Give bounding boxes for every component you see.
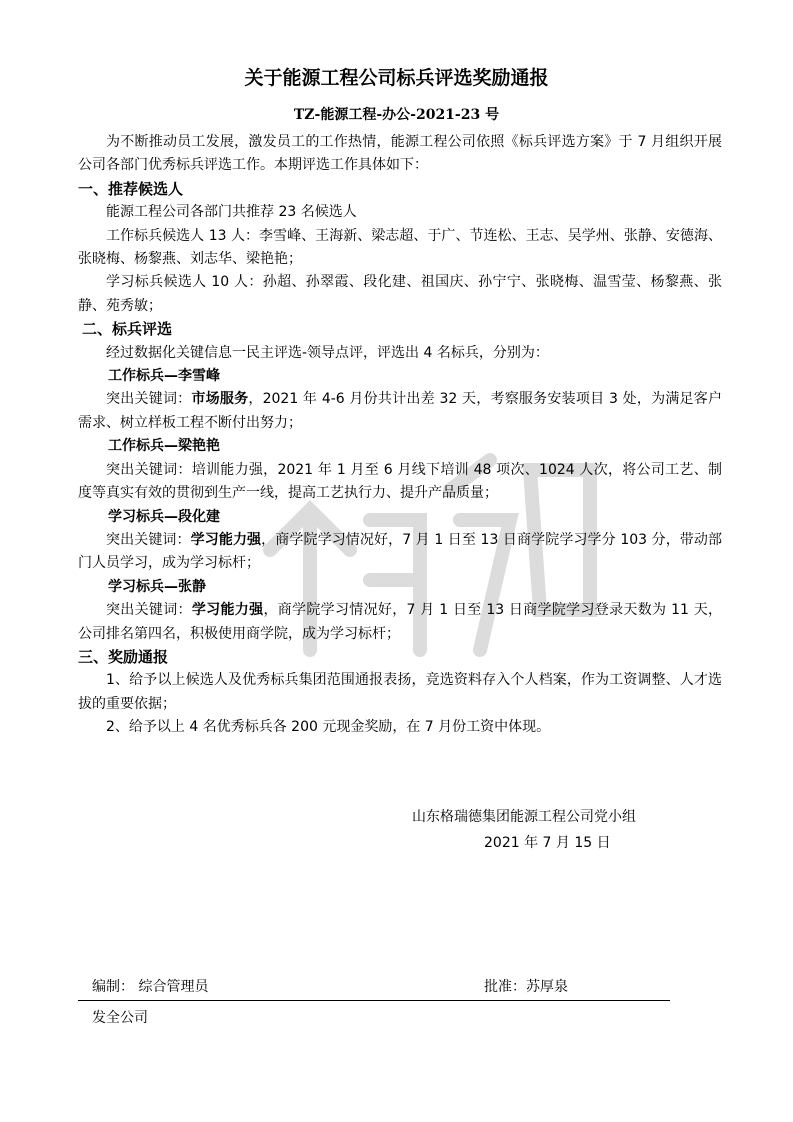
award-description: 突出关键词：学习能力强，商学院学习情况好，7 月 1 日至 13 日商学院学习登录天数为 11 天，公司排名第四名，积极使用商学院，成为学习标杆； — [78, 602, 723, 642]
editor-field: 编制： 综合管理员 — [92, 979, 209, 995]
award-keyword: 学习能力强 — [191, 602, 264, 619]
award-title: 工作标兵—李雪峰 — [108, 368, 220, 385]
award-description: 突出关键词：培训能力强，2021 年 1 月至 6 月线下培训 48 项次、1024 人次，将公司工艺、制度等真实有效的贯彻到生产一线，提高工艺执行力、提升产品质量； — [78, 461, 722, 502]
signature-date: 2021 年 7 月 15 日 — [484, 835, 611, 851]
reward-item-1: 1、给予以上候选人及优秀标兵集团范围通报表扬，竞选资料存入个人档案，作为工资调整、人才选拔的重要依据； — [78, 672, 722, 712]
award-keyword: 市场服务 — [191, 391, 249, 408]
section-heading-candidates: 一、推荐候选人 — [78, 179, 184, 198]
award-description: 突出关键词：市场服务，2021 年 4-6 月份共计出差 32 天，考察服务安装项目 3 处，为满足客户需求、树立样板工程不断付出努力； — [78, 391, 723, 431]
study-candidates-list: 学习标兵候选人 10 人：孙超、孙翠霞、段化建、祖国庆、孙宁宁、张晓梅、温雪莹、杨黎燕、张静、苑秀敏； — [78, 274, 722, 314]
award-title: 学习标兵—段化建 — [108, 508, 220, 525]
award-title: 学习标兵—张静 — [108, 578, 206, 595]
document-body — [78, 131, 722, 740]
award-keyword: 学习能力强 — [190, 531, 262, 548]
document-number: TZ-能源工程-办公-2021-23 号 — [293, 107, 500, 123]
award-description: 突出关键词：学习能力强，商学院学习情况好，7 月 1 日至 13 日商学院学习学分 103 分，带动部门人员学习，成为学习标杆； — [78, 531, 723, 572]
section-heading-selection: 二、标兵评选 — [82, 320, 173, 339]
distribution-note: 发全公司 — [92, 1010, 148, 1026]
intro-paragraph: 为不断推动员工发展，激发员工的工作热情，能源工程公司依照《标兵评选方案》于 7 月组织开展公司各部门优秀标兵评选工作。本期评选工作具体如下： — [78, 134, 722, 174]
reward-item-2: 2、给予以上 4 名优秀标兵各 200 元现金奖励，在 7 月份工资中体现。 — [106, 719, 551, 736]
section-heading-rewards: 三、奖励通报 — [78, 647, 169, 666]
work-candidates-list: 工作标兵候选人 13 人：李雪峰、王海新、梁志超、于广、节连松、王志、吴学州、张静、安德海、张晓梅、杨黎燕、刘志华、梁艳艳； — [78, 227, 722, 268]
approver-field: 批准：苏厚泉 — [484, 979, 568, 995]
footer-row — [78, 976, 670, 1001]
signature-organization: 山东格瑞德集团能源工程公司党小组 — [412, 809, 636, 825]
selection-intro: 经过数据化关键信息一民主评选-领导点评，评选出 4 名标兵，分别为： — [106, 344, 549, 361]
document-title: 关于能源工程公司标兵评选奖励通报 — [244, 67, 549, 89]
candidates-total: 能源工程公司各部门共推荐 23 名候选人 — [106, 204, 357, 221]
award-title: 工作标兵—梁艳艳 — [108, 438, 220, 455]
